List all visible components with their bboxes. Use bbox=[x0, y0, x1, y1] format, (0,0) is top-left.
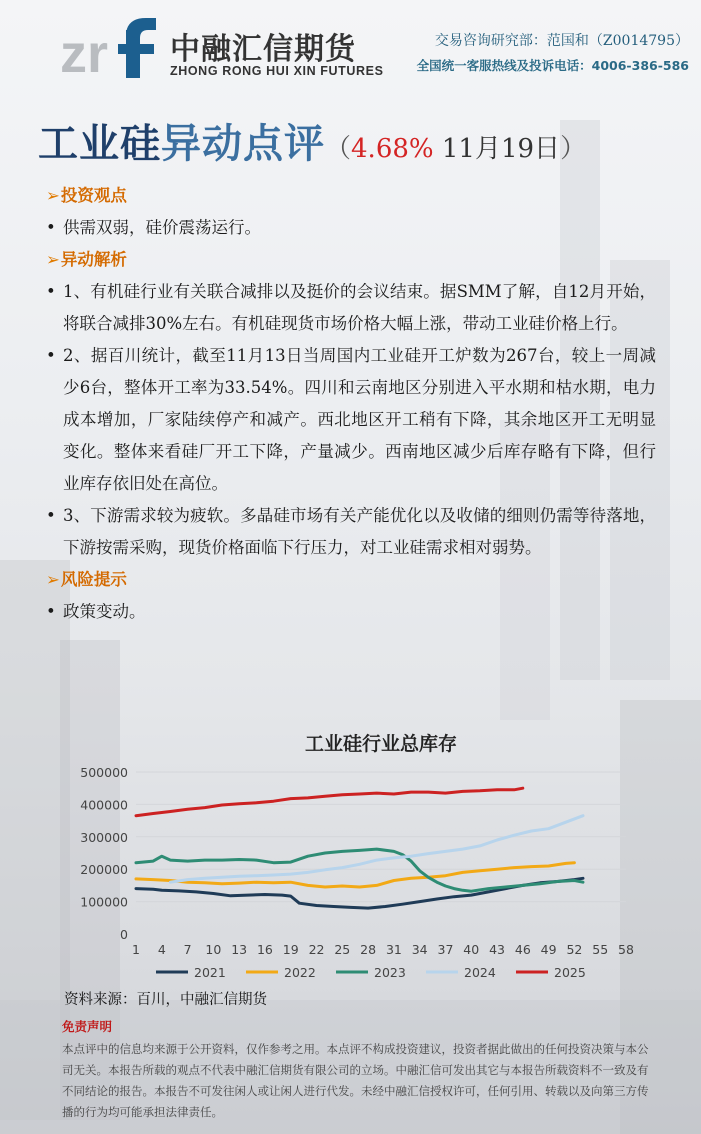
arrow-icon: ➢ bbox=[46, 250, 60, 269]
x-tick-label: 40 bbox=[463, 942, 480, 957]
y-tick-label: 400000 bbox=[80, 797, 128, 813]
bullet-icon: • bbox=[46, 218, 56, 237]
title-date-text: 11月19日 bbox=[441, 134, 561, 164]
x-tick-label: 7 bbox=[183, 942, 192, 957]
x-tick-label: 10 bbox=[205, 942, 222, 957]
section-risk-title: 风险提示 bbox=[60, 570, 127, 589]
x-tick-label: 31 bbox=[385, 942, 402, 957]
analysis-item-text: 1、有机硅行业有关联合减排以及挺价的会议结束。据SMM了解，自12月开始，将联合减排30%左右。有机硅现货市场价格大幅上涨，带动工业硅价格上行。 bbox=[63, 282, 656, 333]
y-tick-label: 0 bbox=[120, 927, 128, 942]
inventory-chart bbox=[66, 722, 646, 984]
title-paren-close: ） bbox=[560, 134, 587, 164]
disclaimer-text: 本点评中的信息均来源于公开资料，仅作参考之用。本点评不构成投资建议，投资者据此做出的任何投资决策与本公司无关。本报告所载的观点不代表中融汇信期货有限公司的立场。中融汇信可发出其它与本报告所载资料不一致及有不同结论的报告。本报告不可发往闲人或让闲人进行代发。未经中融汇信授权许可，任何引用、转载以及向第三方传播的行为均可能承担法律责任。 bbox=[62, 1042, 649, 1119]
x-tick-label: 43 bbox=[489, 942, 506, 957]
svg-text:zr: zr bbox=[60, 24, 109, 80]
x-tick-label: 28 bbox=[360, 942, 377, 957]
x-tick-label: 13 bbox=[231, 942, 248, 957]
disclaimer-title: 免责声明 bbox=[62, 1019, 113, 1034]
legend-label: 2022 bbox=[284, 965, 316, 980]
hotline-line: 全国统一客服热线及投诉电话：4006-386-586 bbox=[416, 58, 689, 73]
header bbox=[0, 0, 701, 98]
risk-item-text: 政策变动。 bbox=[63, 602, 146, 621]
title-product: 工业硅 bbox=[38, 121, 161, 167]
series-line-2023 bbox=[136, 849, 583, 891]
company-logo bbox=[60, 12, 384, 84]
series-line-2025 bbox=[136, 788, 523, 816]
legend-label: 2024 bbox=[464, 965, 496, 980]
y-tick-label: 300000 bbox=[80, 829, 128, 845]
analysis-item bbox=[46, 340, 656, 500]
x-tick-label: 16 bbox=[256, 942, 273, 957]
x-tick-label: 49 bbox=[540, 942, 557, 957]
section-risk-heading bbox=[46, 564, 656, 596]
y-tick-label: 500000 bbox=[80, 765, 128, 780]
chart-title: 工业硅行业总库存 bbox=[304, 733, 458, 755]
company-name-en: ZHONG RONG HUI XIN FUTURES bbox=[170, 64, 384, 78]
y-tick-label: 100000 bbox=[80, 894, 128, 910]
title-change: 4.68% bbox=[351, 134, 434, 164]
title-date bbox=[434, 134, 560, 164]
arrow-icon: ➢ bbox=[46, 186, 60, 205]
zrf-logo-icon bbox=[60, 16, 162, 80]
analyst-line: 交易咨询研究部：范国和（Z0014795） bbox=[434, 33, 689, 49]
section-analysis-title: 异动解析 bbox=[60, 250, 127, 269]
view-item-text: 供需双弱，硅价震荡运行。 bbox=[63, 218, 261, 237]
title-type: 异动点评 bbox=[161, 121, 325, 167]
analysis-item bbox=[46, 276, 656, 340]
y-tick-label: 200000 bbox=[80, 862, 128, 878]
view-item bbox=[46, 212, 656, 244]
title-paren-open: （ bbox=[325, 134, 352, 164]
x-tick-label: 52 bbox=[566, 942, 583, 957]
bullet-icon: • bbox=[46, 282, 56, 301]
legend-label: 2021 bbox=[194, 965, 226, 980]
bullet-icon: • bbox=[46, 602, 56, 621]
bullet-icon: • bbox=[46, 346, 56, 365]
legend-label: 2025 bbox=[554, 965, 586, 980]
risk-item bbox=[46, 596, 656, 628]
company-name-cn: 中融汇信期货 bbox=[170, 32, 356, 67]
section-view-heading bbox=[46, 180, 656, 212]
report-body bbox=[46, 180, 656, 628]
x-tick-label: 25 bbox=[334, 942, 351, 957]
x-tick-label: 37 bbox=[437, 942, 454, 957]
analysis-item-text: 2、据百川统计，截至11月13日当周国内工业硅开工炉数为267台，较上一周减少6台，整体开工率为33.54%。四川和云南地区分别进入平水期和枯水期，电力成本增加，厂家陆续停产和减产。西北地区开工稍有下降，其余地区开工无明显变化。整体来看硅厂开工下降，产量减少。西南地区减少后库存略有下降，但行业库存依旧处在高位。 bbox=[63, 346, 656, 493]
x-tick-label: 19 bbox=[282, 942, 299, 957]
bullet-icon: • bbox=[46, 506, 56, 525]
page-title bbox=[38, 112, 586, 169]
legend-label: 2023 bbox=[374, 965, 406, 980]
section-analysis-heading bbox=[46, 244, 656, 276]
x-tick-label: 58 bbox=[618, 942, 634, 957]
x-tick-label: 46 bbox=[514, 942, 531, 957]
analysis-item-text: 3、下游需求较为疲软。多晶硅市场有关产能优化以及收储的细则仍需等待落地，下游按需采购，现货价格面临下行压力，对工业硅需求相对弱势。 bbox=[63, 506, 656, 557]
x-tick-label: 1 bbox=[132, 942, 140, 957]
x-tick-label: 22 bbox=[308, 942, 325, 957]
section-view-title: 投资观点 bbox=[60, 186, 127, 205]
contact-info bbox=[417, 30, 689, 74]
x-tick-label: 55 bbox=[592, 942, 609, 957]
x-tick-label: 4 bbox=[157, 942, 166, 957]
source-note: 资料来源：百川，中融汇信期货 bbox=[64, 992, 267, 1008]
analysis-item bbox=[46, 500, 656, 564]
x-tick-label: 34 bbox=[411, 942, 428, 957]
inventory-chart-svg bbox=[66, 722, 646, 984]
arrow-icon: ➢ bbox=[46, 570, 60, 589]
